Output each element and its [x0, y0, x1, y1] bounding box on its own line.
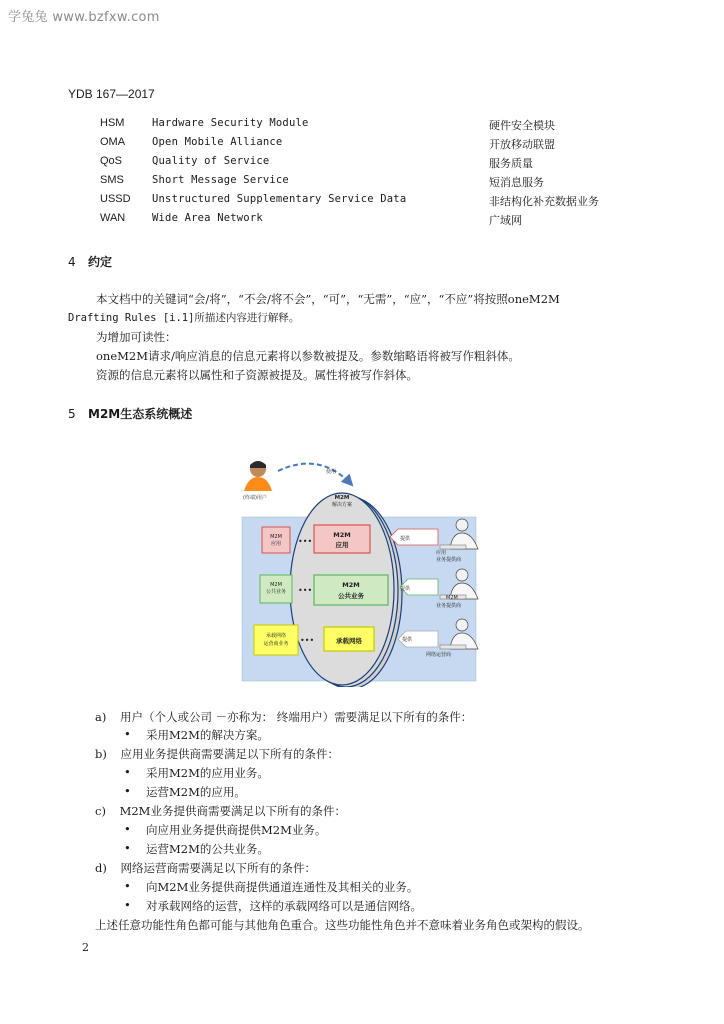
left-net-label-1: 承载网络	[265, 633, 287, 639]
paragraph: Drafting Rules [i.1]所描述内容进行解释。	[68, 312, 300, 324]
section-4-heading	[68, 253, 112, 270]
abbreviation-code: QoS	[100, 155, 123, 167]
left-net-label-2: 运营商业务	[263, 641, 289, 647]
abbreviation-english: Short Message Service	[152, 174, 289, 186]
user-icon	[244, 461, 272, 491]
abbreviation-chinese: 服务质量	[489, 157, 533, 170]
actor-3-label: 网络运营商	[426, 652, 452, 658]
list-label: b)	[95, 747, 107, 761]
section-title: 约定	[88, 255, 113, 269]
dots-row-1: •••	[298, 537, 313, 546]
abbreviation-code: OMA	[100, 136, 126, 148]
list-text: 网络运营商需要满足以下所有的条件：	[120, 861, 317, 875]
abbreviation-english: Unstructured Supplementary Service Data	[152, 193, 407, 205]
provide-label-3: 提供	[402, 637, 413, 643]
list-label: c)	[95, 804, 106, 818]
abbreviation-english: Quality of Service	[152, 155, 270, 167]
page-number: 2	[82, 941, 89, 954]
bullet-item: • 对承载网络的运营，这样的承载网络可以是通信网络。	[146, 898, 422, 914]
paragraph: 本文档中的关键词“会/将”，“不会/将不会”，“可”，“无需”，“应”，“不应”将按照oneM2M	[96, 292, 560, 306]
abbreviation-chinese: 开放移动联盟	[489, 138, 555, 151]
section-number: 5	[68, 407, 76, 421]
center-app-label-1: M2M	[333, 531, 351, 539]
center-cse-label-1: M2M	[342, 581, 360, 589]
list-text: 应用业务提供商需要满足以下所有的条件：	[120, 747, 340, 761]
bullet-item: • 运营M2M的公共业务。	[146, 841, 269, 857]
actor-2-label-1: M2M	[446, 595, 458, 601]
bullet-item: • 运营M2M的应用。	[146, 784, 246, 800]
list-label: d)	[95, 861, 107, 875]
standard-code: YDB 167—2017	[68, 87, 155, 101]
section-5-heading	[68, 405, 192, 422]
list-text: 用户（个人或公司 －亦称为： 终端用户）需要满足以下所有的条件：	[120, 710, 473, 724]
bullet-item: • 采用M2M的解决方案。	[146, 727, 269, 743]
m2m-ecosystem-figure	[240, 455, 492, 687]
left-app-box	[262, 527, 290, 553]
actor-1-label-2: 业务提供商	[436, 557, 462, 563]
closing-paragraph: 上述任意功能性角色都可能与其他角色重合。这些功能性角色并不意味着业务角色或架构的假设。	[95, 918, 590, 932]
abbreviation-chinese: 非结构化补充数据业务	[489, 195, 599, 208]
center-cse-box	[314, 575, 388, 605]
left-app-label-2: 应用	[270, 541, 282, 547]
use-label: 使用	[326, 469, 337, 475]
watermark: 学兔兔 www.bzfxw.com	[8, 10, 160, 25]
solution-label-1: M2M	[334, 495, 350, 501]
user-label: (终端)用户	[243, 495, 267, 501]
actor-1-label-1: 应用	[436, 550, 447, 556]
center-net-label: 承载网络	[336, 637, 362, 645]
abbreviation-english: Hardware Security Module	[152, 117, 309, 129]
paragraph: oneM2M请求/响应消息的信息元素将以参数被提及。参数缩略语将被写作粗斜体。	[96, 349, 520, 363]
list-item-a	[95, 709, 472, 725]
abbreviation-code: SMS	[100, 174, 124, 186]
use-arrow	[278, 464, 352, 485]
abbreviation-code: HSM	[100, 117, 125, 129]
left-cse-label-1: M2M	[270, 582, 282, 588]
bullet-item: • 向应用业务提供商提供M2M业务。	[146, 822, 326, 838]
center-app-label-2: 应用	[335, 541, 349, 549]
list-item-d	[95, 860, 316, 876]
list-label: a)	[95, 710, 107, 724]
paragraph: 资源的信息元素将以属性和子资源被提及。属性将被写作斜体。	[96, 368, 418, 382]
provide-label-1: 提供	[400, 536, 411, 542]
left-app-label-1: M2M	[270, 534, 282, 540]
list-item-c	[95, 803, 346, 819]
dots-row-2: •••	[298, 586, 313, 595]
actor-2-label-2: 业务提供商	[436, 603, 462, 609]
abbreviation-chinese: 硬件安全模块	[489, 119, 555, 132]
solution-label-2: 解决方案	[331, 502, 353, 508]
abbreviation-english: Wide Area Network	[152, 212, 263, 224]
dots-row-3: •••	[300, 636, 315, 645]
left-cse-label-2: 公共业务	[265, 589, 287, 595]
list-item-b	[95, 746, 339, 762]
paragraph: 为增加可读性：	[96, 330, 177, 344]
provide-arrow-1	[390, 529, 438, 545]
abbreviation-english: Open Mobile Alliance	[152, 136, 283, 148]
list-text: M2M业务提供商需要满足以下所有的条件：	[119, 804, 346, 818]
section-number: 4	[68, 255, 76, 269]
provide-label-2: 提供	[400, 586, 411, 592]
center-cse-label-2: 公共业务	[338, 592, 364, 600]
abbreviation-chinese: 短消息服务	[489, 176, 544, 189]
bullet-item: • 采用M2M的应用业务。	[146, 765, 269, 781]
abbreviation-code: USSD	[100, 193, 131, 205]
abbreviation-chinese: 广域网	[489, 214, 522, 227]
section-title: M2M生态系统概述	[88, 407, 193, 421]
abbreviation-code: WAN	[100, 212, 126, 224]
bullet-item: • 向M2M业务提供商提供通道连通性及其相关的业务。	[146, 879, 418, 895]
left-net-box	[254, 625, 298, 655]
